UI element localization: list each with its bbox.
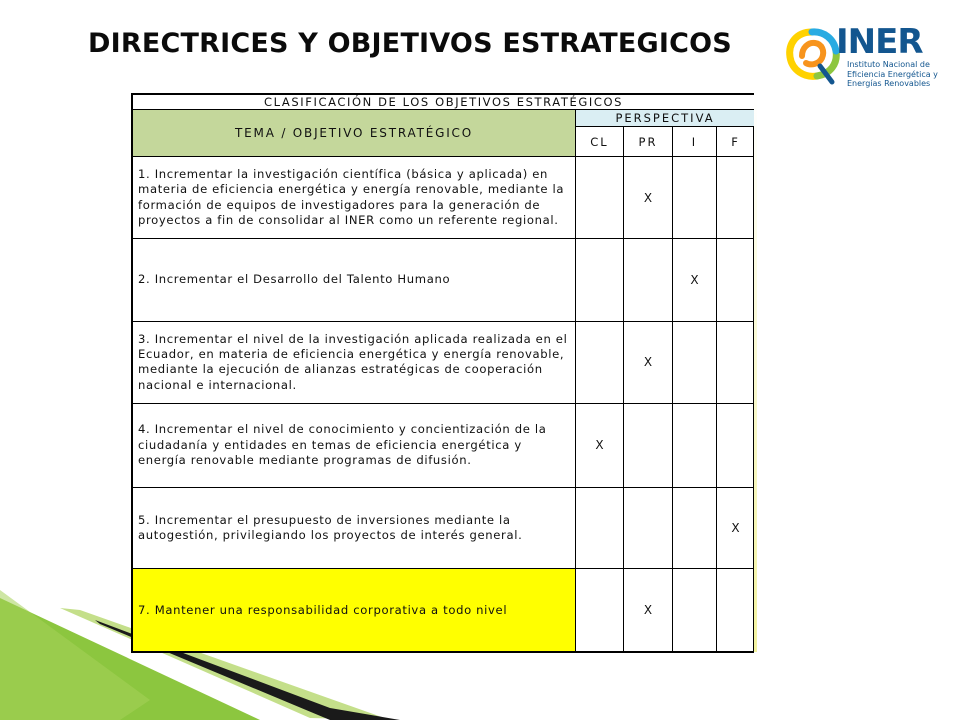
- table-row: [133, 157, 755, 239]
- table-row: [133, 487, 755, 569]
- mark-i: [673, 404, 717, 488]
- mark-f: [717, 404, 755, 488]
- mark-i: [673, 321, 717, 404]
- column-header-f: F: [717, 127, 755, 157]
- table-row: [133, 321, 755, 404]
- column-header-cl: CL: [576, 127, 624, 157]
- mark-f: X: [717, 487, 755, 569]
- objective-text: 4. Incrementar el nivel de conocimiento y concientización de la ciudadanía y entidades en temas de eficiencia energética y energía renovable mediante programas de difusión.: [133, 404, 576, 488]
- mark-f: [717, 238, 755, 321]
- table-row: [133, 238, 755, 321]
- mark-cl: [576, 238, 624, 321]
- mark-cl: [576, 569, 624, 652]
- mark-f: [717, 157, 755, 239]
- mark-f: [717, 321, 755, 404]
- column-header-i: I: [673, 127, 717, 157]
- mark-i: [673, 157, 717, 239]
- mark-pr: [624, 238, 673, 321]
- mark-pr: X: [624, 157, 673, 239]
- mark-cl: [576, 321, 624, 404]
- mark-cl: [576, 157, 624, 239]
- table-row: [133, 404, 755, 488]
- mark-pr: X: [624, 569, 673, 652]
- mark-i: X: [673, 238, 717, 321]
- iner-logo-icon: [784, 26, 840, 88]
- mark-i: [673, 487, 717, 569]
- objective-text: 2. Incrementar el Desarrollo del Talento Humano: [133, 238, 576, 321]
- table-row-highlighted: [133, 569, 755, 652]
- objective-text: 3. Incrementar el nivel de la investigación aplicada realizada en el Ecuador, en materia de eficiencia energética y energía renovable, mediante la ejecución de alianzas estratégicas de cooperación nacional e internacional.: [133, 321, 576, 404]
- table-caption: CLASIFICACIÓN DE LOS OBJETIVOS ESTRATÉGICOS: [133, 95, 755, 110]
- mark-f: [717, 569, 755, 652]
- mark-cl: [576, 487, 624, 569]
- objective-text: 7. Mantener una responsabilidad corporativa a todo nivel: [133, 569, 576, 652]
- iner-logo: [784, 22, 944, 92]
- mark-pr: [624, 404, 673, 488]
- slide-title: DIRECTRICES Y OBJETIVOS ESTRATEGICOS: [88, 28, 732, 59]
- objectives-table: [131, 93, 754, 653]
- logo-subtitle: Instituto Nacional de Eficiencia Energética y Energías Renovables: [847, 60, 938, 88]
- objective-text: 1. Incrementar la investigación científica (básica y aplicada) en materia de eficiencia energética y energía renovable, mediante la formación de equipos de investigadores para la generación de proyectos a fin de consolidar al INER como un referente regional.: [133, 157, 576, 239]
- logo-name: INER: [836, 22, 923, 62]
- objective-column-header: TEMA / OBJETIVO ESTRATÉGICO: [133, 110, 576, 157]
- objective-text: 5. Incrementar el presupuesto de inversiones mediante la autogestión, privilegiando los proyectos de interés general.: [133, 487, 576, 569]
- perspective-header: PERSPECTIVA: [576, 110, 755, 127]
- mark-pr: X: [624, 321, 673, 404]
- mark-i: [673, 569, 717, 652]
- mark-cl: X: [576, 404, 624, 488]
- mark-pr: [624, 487, 673, 569]
- column-header-pr: PR: [624, 127, 673, 157]
